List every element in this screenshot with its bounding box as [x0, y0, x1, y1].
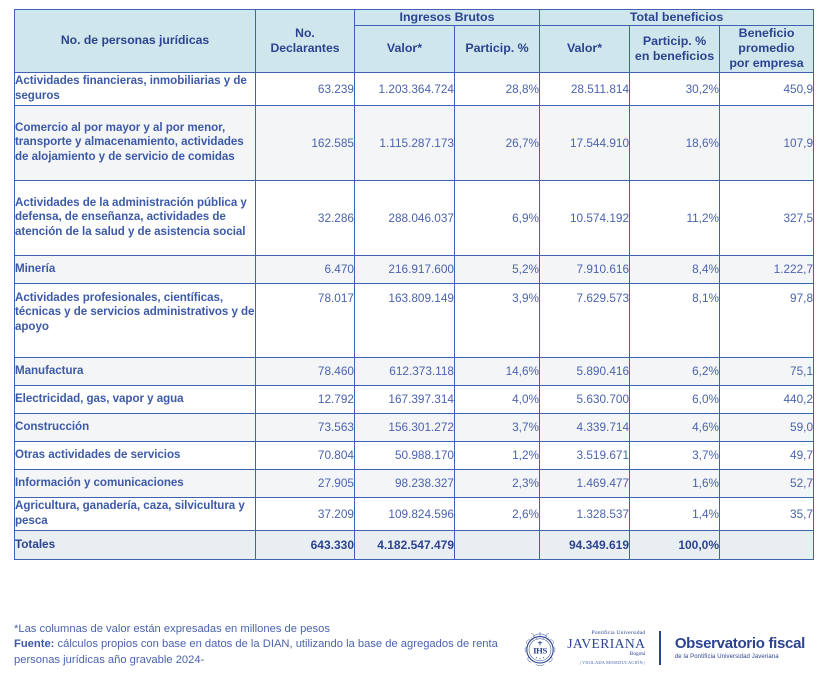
cell-beneficios-participacion: 18,6%	[630, 105, 720, 180]
cell-beneficio-promedio: 52,7	[720, 469, 814, 497]
cell-beneficios-valor: 4.339.714	[540, 413, 630, 441]
cell-sector-label: Minería	[15, 255, 256, 283]
cell-declarantes: 78.460	[256, 357, 355, 385]
cell-beneficios-valor: 10.574.192	[540, 180, 630, 255]
header-group-total-beneficios: Total beneficios	[540, 10, 814, 26]
cell-ingresos-participacion: 14,6%	[455, 357, 540, 385]
logo-divider	[659, 631, 661, 665]
cell-beneficios-participacion: 3,7%	[630, 441, 720, 469]
cell-sector-label: Actividades financieras, inmobiliarias y de seguros	[15, 72, 256, 105]
cell-beneficio-promedio: 97,8	[720, 283, 814, 357]
observatorio-title: Observatorio fiscal	[674, 635, 805, 652]
cell-declarantes: 162.585	[256, 105, 355, 180]
cell-beneficio-promedio: 75,1	[720, 357, 814, 385]
cell-declarantes: 70.804	[256, 441, 355, 469]
fiscal-data-table	[14, 9, 814, 560]
header-beneficios-valor: Valor*	[540, 26, 630, 72]
cell-ingresos-participacion: 6,9%	[455, 180, 540, 255]
cell-ingresos-participacion: 4,0%	[455, 385, 540, 413]
cell-declarantes: 63.239	[256, 72, 355, 105]
cell-declarantes: 12.792	[256, 385, 355, 413]
cell-ingresos-valor: 156.301.272	[355, 413, 455, 441]
cell-beneficios-valor: 5.630.700	[540, 385, 630, 413]
javeriana-line1: Pontificia Universidad	[591, 629, 646, 636]
svg-text:IHS: IHS	[533, 645, 548, 656]
cell-ingresos-valor: 288.046.037	[355, 180, 455, 255]
footer-logos	[518, 626, 805, 670]
cell-beneficios-participacion: 6,0%	[630, 385, 720, 413]
header-row-groups	[15, 10, 814, 26]
cell-beneficios-participacion: 8,4%	[630, 255, 720, 283]
totals-cell-declarantes: 643.330	[256, 530, 355, 559]
document-footer	[14, 622, 813, 682]
cell-beneficios-valor: 7.629.573	[540, 283, 630, 357]
table-row	[15, 413, 814, 441]
cell-sector-label: Comercio al por mayor y al por menor, transporte y almacenamiento, actividades de alojamiento y de servicio de comidas	[15, 105, 256, 180]
cell-sector-label: Información y comunicaciones	[15, 469, 256, 497]
cell-ingresos-participacion: 28,8%	[455, 72, 540, 105]
cell-ingresos-valor: 1.203.364.724	[355, 72, 455, 105]
cell-sector-label: Construcción	[15, 413, 256, 441]
cell-ingresos-valor: 612.373.118	[355, 357, 455, 385]
totals-cell-beneficio-promedio	[720, 530, 814, 559]
cell-beneficios-participacion: 8,1%	[630, 283, 720, 357]
table-row	[15, 72, 814, 105]
cell-beneficios-valor: 1.328.537	[540, 497, 630, 530]
cell-ingresos-participacion: 3,7%	[455, 413, 540, 441]
cell-beneficio-promedio: 440,2	[720, 385, 814, 413]
cell-ingresos-valor: 50.988.170	[355, 441, 455, 469]
table-row	[15, 357, 814, 385]
footnote-source	[14, 637, 534, 668]
javeriana-logo	[518, 626, 645, 670]
table-row	[15, 105, 814, 180]
table-row	[15, 385, 814, 413]
cell-ingresos-participacion: 5,2%	[455, 255, 540, 283]
cell-declarantes: 6.470	[256, 255, 355, 283]
table-row	[15, 283, 814, 357]
cell-declarantes: 32.286	[256, 180, 355, 255]
cell-beneficios-valor: 1.469.477	[540, 469, 630, 497]
cell-ingresos-valor: 216.917.600	[355, 255, 455, 283]
cell-beneficios-valor: 17.544.910	[540, 105, 630, 180]
cell-totals-label: Totales	[15, 530, 256, 559]
cell-declarantes: 27.905	[256, 469, 355, 497]
table-body	[15, 72, 814, 559]
cell-beneficios-valor: 3.519.671	[540, 441, 630, 469]
cell-beneficio-promedio: 1.222,7	[720, 255, 814, 283]
cell-beneficios-valor: 7.910.616	[540, 255, 630, 283]
cell-beneficio-promedio: 59,0	[720, 413, 814, 441]
cell-ingresos-participacion: 3,9%	[455, 283, 540, 357]
cell-beneficio-promedio: 450,9	[720, 72, 814, 105]
cell-sector-label: Manufactura	[15, 357, 256, 385]
cell-ingresos-valor: 109.824.596	[355, 497, 455, 530]
javeriana-line3: Bogotá	[629, 650, 646, 657]
observatorio-subtitle: de la Pontificia Universidad Javeriana	[674, 654, 779, 660]
cell-beneficios-participacion: 1,6%	[630, 469, 720, 497]
cell-ingresos-participacion: 2,3%	[455, 469, 540, 497]
cell-beneficios-participacion: 4,6%	[630, 413, 720, 441]
footnotes	[14, 622, 534, 668]
cell-declarantes: 73.563	[256, 413, 355, 441]
cell-beneficio-promedio: 327,5	[720, 180, 814, 255]
cell-beneficios-participacion: 30,2%	[630, 72, 720, 105]
cell-sector-label: Otras actividades de servicios	[15, 441, 256, 469]
source-label: Fuente:	[14, 638, 55, 651]
cell-ingresos-participacion: 2,6%	[455, 497, 540, 530]
table-row	[15, 469, 814, 497]
cell-ingresos-valor: 167.397.314	[355, 385, 455, 413]
cell-beneficios-participacion: 6,2%	[630, 357, 720, 385]
header-declarantes: No. Declarantes	[256, 10, 355, 73]
header-group-ingresos-brutos: Ingresos Brutos	[355, 10, 540, 26]
table-totals-row	[15, 530, 814, 559]
header-beneficio-promedio: Beneficio promedio por empresa	[720, 26, 814, 72]
cell-beneficios-valor: 5.890.416	[540, 357, 630, 385]
javeriana-seal-icon	[518, 626, 562, 670]
totals-cell-ingresos-participacion	[455, 530, 540, 559]
cell-sector-label: Agricultura, ganadería, caza, silvicultura y pesca	[15, 497, 256, 530]
table-header	[15, 10, 814, 73]
cell-beneficios-participacion: 11,2%	[630, 180, 720, 255]
cell-ingresos-participacion: 1,2%	[455, 441, 540, 469]
totals-cell-beneficios-valor: 94.349.619	[540, 530, 630, 559]
source-text: cálculos propios con base en datos de la DIAN, utilizando la base de agregados de renta personas jurídicas año gravable 2024-	[14, 638, 498, 666]
observatorio-logo	[675, 636, 805, 660]
cell-beneficio-promedio: 107,9	[720, 105, 814, 180]
totals-cell-beneficios-participacion: 100,0%	[630, 530, 720, 559]
table-row	[15, 497, 814, 530]
cell-beneficios-participacion: 1,4%	[630, 497, 720, 530]
javeriana-vigilada: | VIGILADA MINEDUCACIÓN |	[579, 660, 646, 666]
table-row	[15, 255, 814, 283]
cell-ingresos-participacion: 26,7%	[455, 105, 540, 180]
cell-ingresos-valor: 1.115.287.173	[355, 105, 455, 180]
cell-sector-label: Electricidad, gas, vapor y agua	[15, 385, 256, 413]
footnote-asterisk: *Las columnas de valor están expresadas en millones de pesos	[14, 623, 330, 635]
cell-beneficio-promedio: 35,7	[720, 497, 814, 530]
header-entity: No. de personas jurídicas	[15, 10, 256, 73]
table-row	[15, 180, 814, 255]
cell-ingresos-valor: 98.238.327	[355, 469, 455, 497]
table-row	[15, 441, 814, 469]
header-beneficios-participacion: Particip. % en beneficios	[630, 26, 720, 72]
cell-sector-label: Actividades de la administración pública y defensa, de enseñanza, actividades de atención de la salud y de asistencia social	[15, 180, 256, 255]
cell-sector-label: Actividades profesionales, científicas, técnicas y de servicios administrativos y de apoyo	[15, 283, 256, 357]
cell-beneficio-promedio: 49,7	[720, 441, 814, 469]
cell-declarantes: 78.017	[256, 283, 355, 357]
javeriana-line2: JAVERIANA	[567, 636, 646, 652]
header-ingresos-valor: Valor*	[355, 26, 455, 72]
header-ingresos-participacion: Particip. %	[455, 26, 540, 72]
totals-cell-ingresos-valor: 4.182.547.479	[355, 530, 455, 559]
cell-beneficios-valor: 28.511.814	[540, 72, 630, 105]
cell-declarantes: 37.209	[256, 497, 355, 530]
javeriana-wordmark	[567, 631, 645, 666]
cell-ingresos-valor: 163.809.149	[355, 283, 455, 357]
